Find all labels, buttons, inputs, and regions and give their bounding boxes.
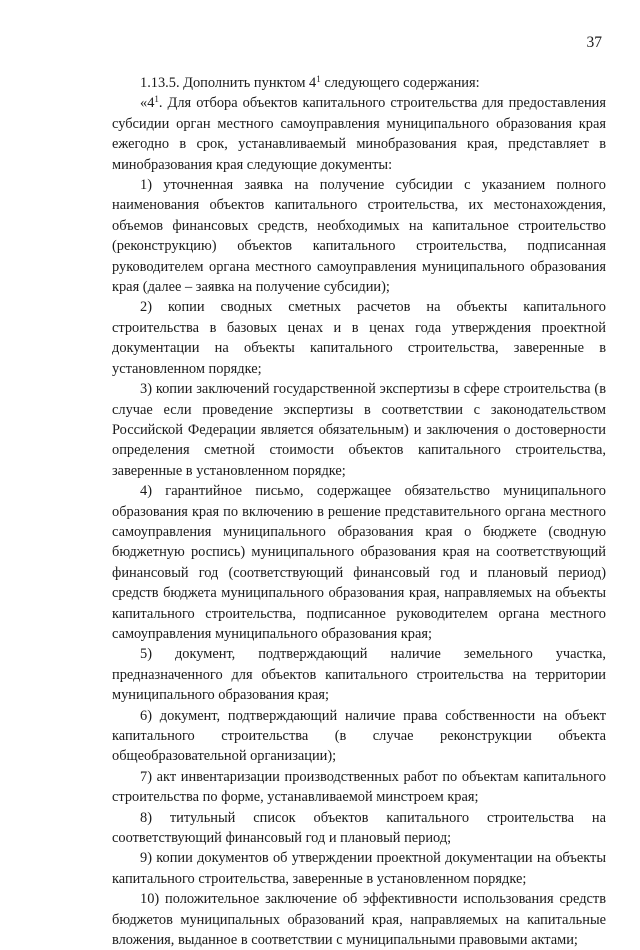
list-item-3: 3) копии заключений государственной экспертизы в сфере строительства (в случае если проведение экспертизы в соответствии с законодательством Российской Федерации является обязательным) и заключения о достоверности определения сметной стоимости объектов капитального строительства, заверенные в установленном порядке; <box>112 381 606 479</box>
list-item-7: 7) акт инвентаризации производственных работ по объектам капитального строительства по форме, устанавливаемой минстроем края; <box>112 768 606 806</box>
lead-superscript: 1 <box>154 94 159 105</box>
lead-paragraph <box>112 93 606 175</box>
amendment-intro <box>112 73 606 93</box>
list-item-6: 6) документ, подтверждающий наличие права собственности на объект капитального строительства (в случае реконструкции объекта общеобразовательной организации); <box>112 707 606 765</box>
list-item-2: 2) копии сводных сметных расчетов на объекты капитального строительства в базовых ценах и в ценах года утверждения проектной документации на объекты капитального строительства, заверенные в установленном порядке; <box>112 299 606 377</box>
list-item-5: 5) документ, подтверждающий наличие земельного участка, предназначенного для объектов капитального строительства на территории муниципального образования края; <box>112 646 606 704</box>
lead-prefix: «4 <box>140 95 155 112</box>
intro-suffix: следующего содержания: <box>320 75 480 91</box>
list-item-8: 8) титульный список объектов капитального строительства на соответствующий финансовый год и плановый период; <box>112 809 606 847</box>
list-item-9: 9) копии документов об утверждении проектной документации на объекты капитального строительства, заверенные в установленном порядке; <box>112 850 606 887</box>
lead-text: . Для отбора объектов капитального строительства для предоставления субсидии орган местного самоуправления муниципального образования края ежегодно в срок, устанавливаемый минобразования края, представляет в минобразования края следующие документы: <box>112 95 606 173</box>
document-body <box>112 73 606 950</box>
list-item-10: 10) положительное заключение об эффективности использования средств бюджетов муниципальных образований края, направляемых на капитальные вложения, выданное в соответствии с муниципальными правовыми актами; <box>112 891 606 949</box>
list-item-4: 4) гарантийное письмо, содержащее обязательство муниципального образования края по включению в решение представительного органа местного самоуправления муниципального образования края о бюджете (сводную бюджетную роспись) муниципального образования края на соответствующий финансовый год (соответствующий финансовый год и плановый период) средств бюджета муниципального образования края, направляемых на объекты капитального строительства, подписанное руководителем органа местного самоуправления муниципального образования края; <box>112 483 606 642</box>
list-item-1: 1) уточненная заявка на получение субсидии с указанием полного наименования объектов капитального строительства, их местонахождения, объемов финансовых средств, необходимых на капитальное строительство (реконструкцию) объектов капитального строительства, подписанная руководителем органа местного самоуправления муниципального образования края (далее – заявка на получение субсидии); <box>112 177 606 296</box>
page-number: 37 <box>586 34 602 51</box>
intro-superscript: 1 <box>316 74 321 84</box>
intro-prefix: 1.13.5. Дополнить пунктом 4 <box>140 75 317 91</box>
